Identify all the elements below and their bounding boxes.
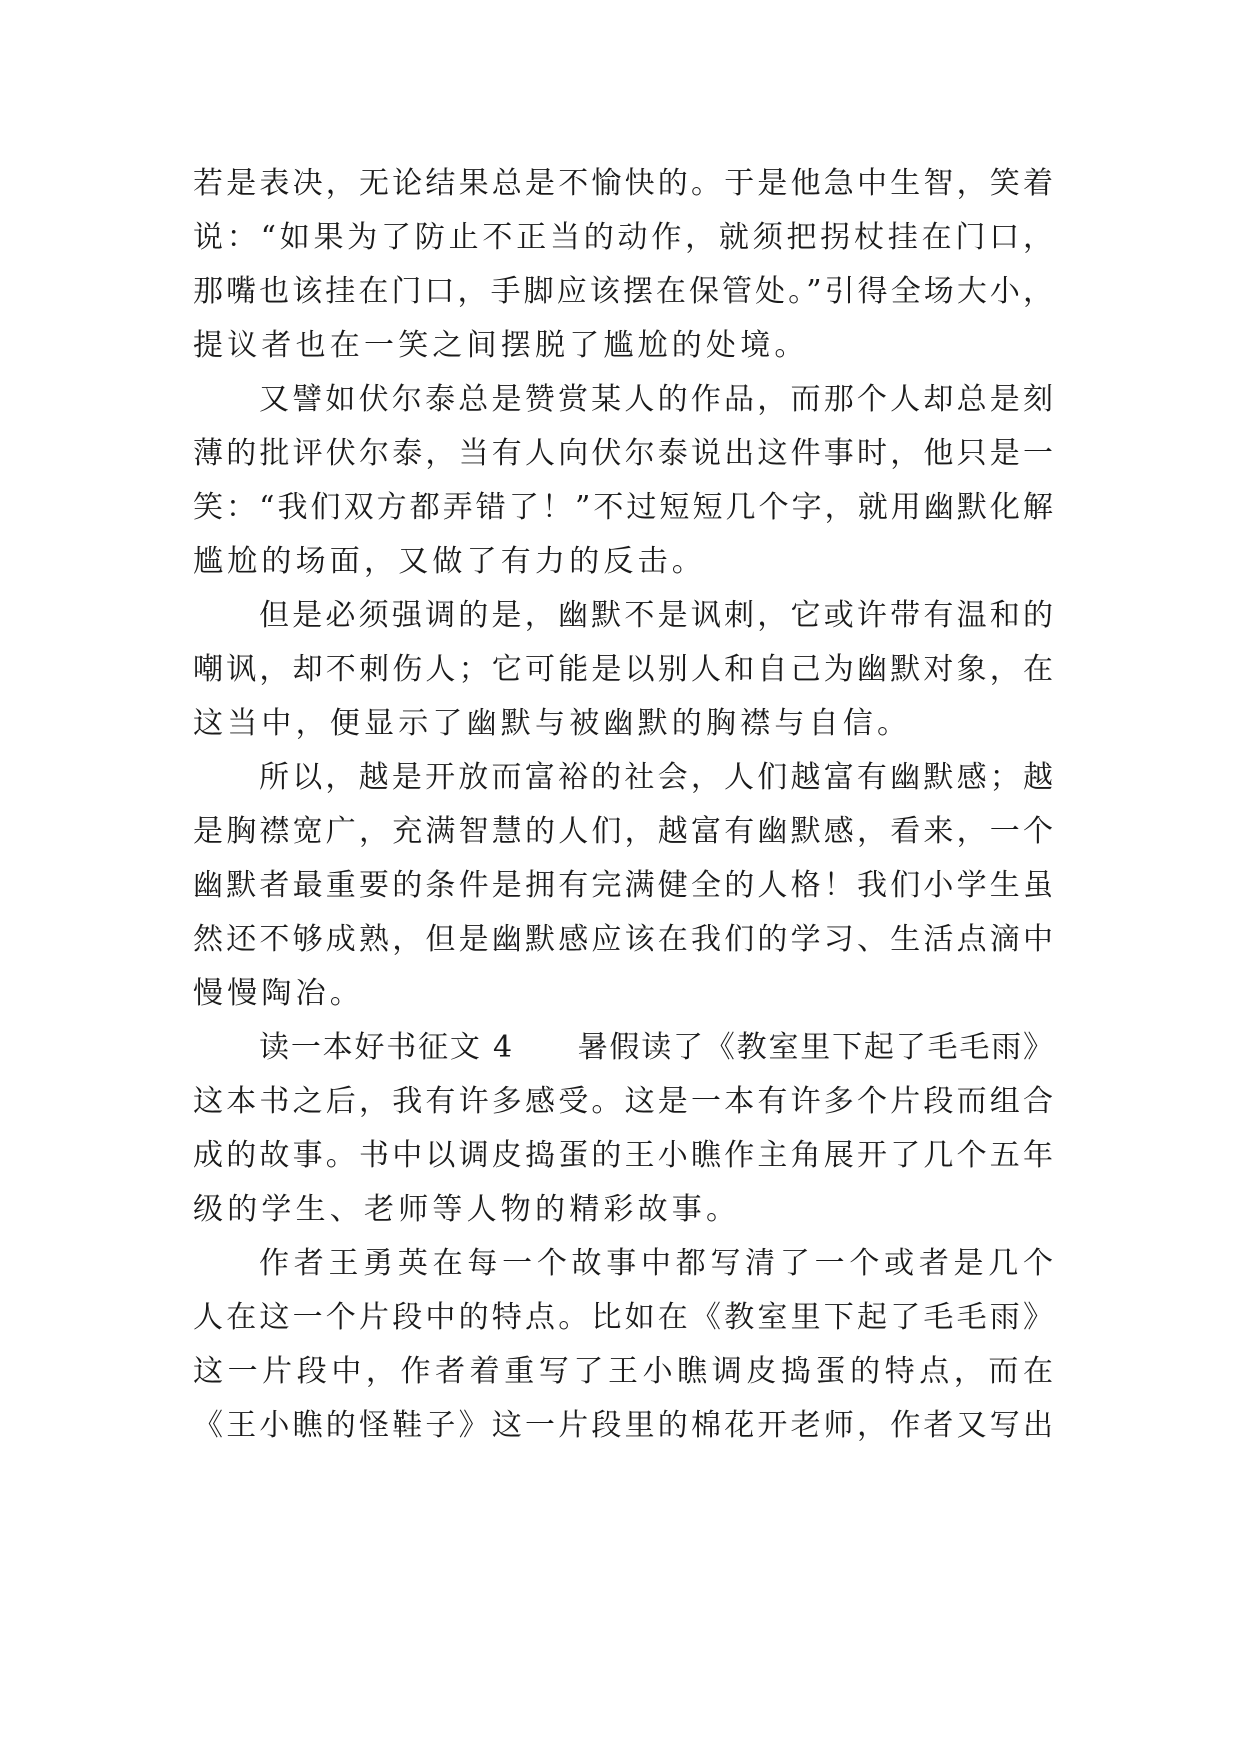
text-line: 慢慢陶冶。 [193, 976, 364, 1011]
text-line: 又譬如伏尔泰总是赞赏某人的作品，而那个人却总是刻 [259, 382, 1053, 417]
text-line: 若是表决，无论结果总是不愉快的。于是他急中生智，笑着 [193, 166, 1053, 201]
text-line: 成的故事。书中以调皮捣蛋的王小瞧作主角展开了几个五年 [193, 1138, 1053, 1173]
text-line: 但是必须强调的是，幽默不是讽刺，它或许带有温和的 [259, 598, 1053, 633]
section-heading-line: 读一本好书征文 4 暑假读了《教室里下起了毛毛雨》 [259, 1030, 1053, 1065]
text-line: 级的学生、老师等人物的精彩故事。 [193, 1192, 741, 1227]
text-line: 笑：“我们双方都弄错了！”不过短短几个字，就用幽默化解 [193, 490, 1053, 525]
text-line: 然还不够成熟，但是幽默感应该在我们的学习、生活点滴中 [193, 922, 1053, 957]
text-line: 这本书之后，我有许多感受。这是一本有许多个片段而组合 [193, 1084, 1053, 1119]
text-line: 《王小瞧的怪鞋子》这一片段里的棉花开老师，作者又写出 [193, 1408, 1053, 1443]
text-line: 这当中，便显示了幽默与被幽默的胸襟与自信。 [193, 706, 912, 741]
text-line: 是胸襟宽广，充满智慧的人们，越富有幽默感，看来，一个 [193, 814, 1053, 849]
text-line: 人在这一个片段中的特点。比如在《教室里下起了毛毛雨》 [193, 1300, 1053, 1335]
text-line: 所以，越是开放而富裕的社会，人们越富有幽默感；越 [259, 760, 1053, 795]
text-line: 尴尬的场面，又做了有力的反击。 [193, 544, 706, 579]
text-line: 那嘴也该挂在门口，手脚应该摆在保管处。”引得全场大小， [193, 274, 1053, 309]
text-line: 幽默者最重要的条件是拥有完满健全的人格！我们小学生虽 [193, 868, 1053, 903]
text-line: 薄的批评伏尔泰，当有人向伏尔泰说出这件事时，他只是一 [193, 436, 1053, 471]
text-line: 这一片段中，作者着重写了王小瞧调皮捣蛋的特点，而在 [193, 1354, 1053, 1389]
text-line: 说：“如果为了防止不正当的动作，就须把拐杖挂在门口， [193, 220, 1053, 255]
text-line: 提议者也在一笑之间摆脱了尴尬的处境。 [193, 328, 809, 363]
text-line: 嘲讽，却不刺伤人；它可能是以别人和自己为幽默对象，在 [193, 652, 1053, 687]
text-line: 作者王勇英在每一个故事中都写清了一个或者是几个 [259, 1246, 1053, 1281]
body-text [193, 157, 1053, 1453]
